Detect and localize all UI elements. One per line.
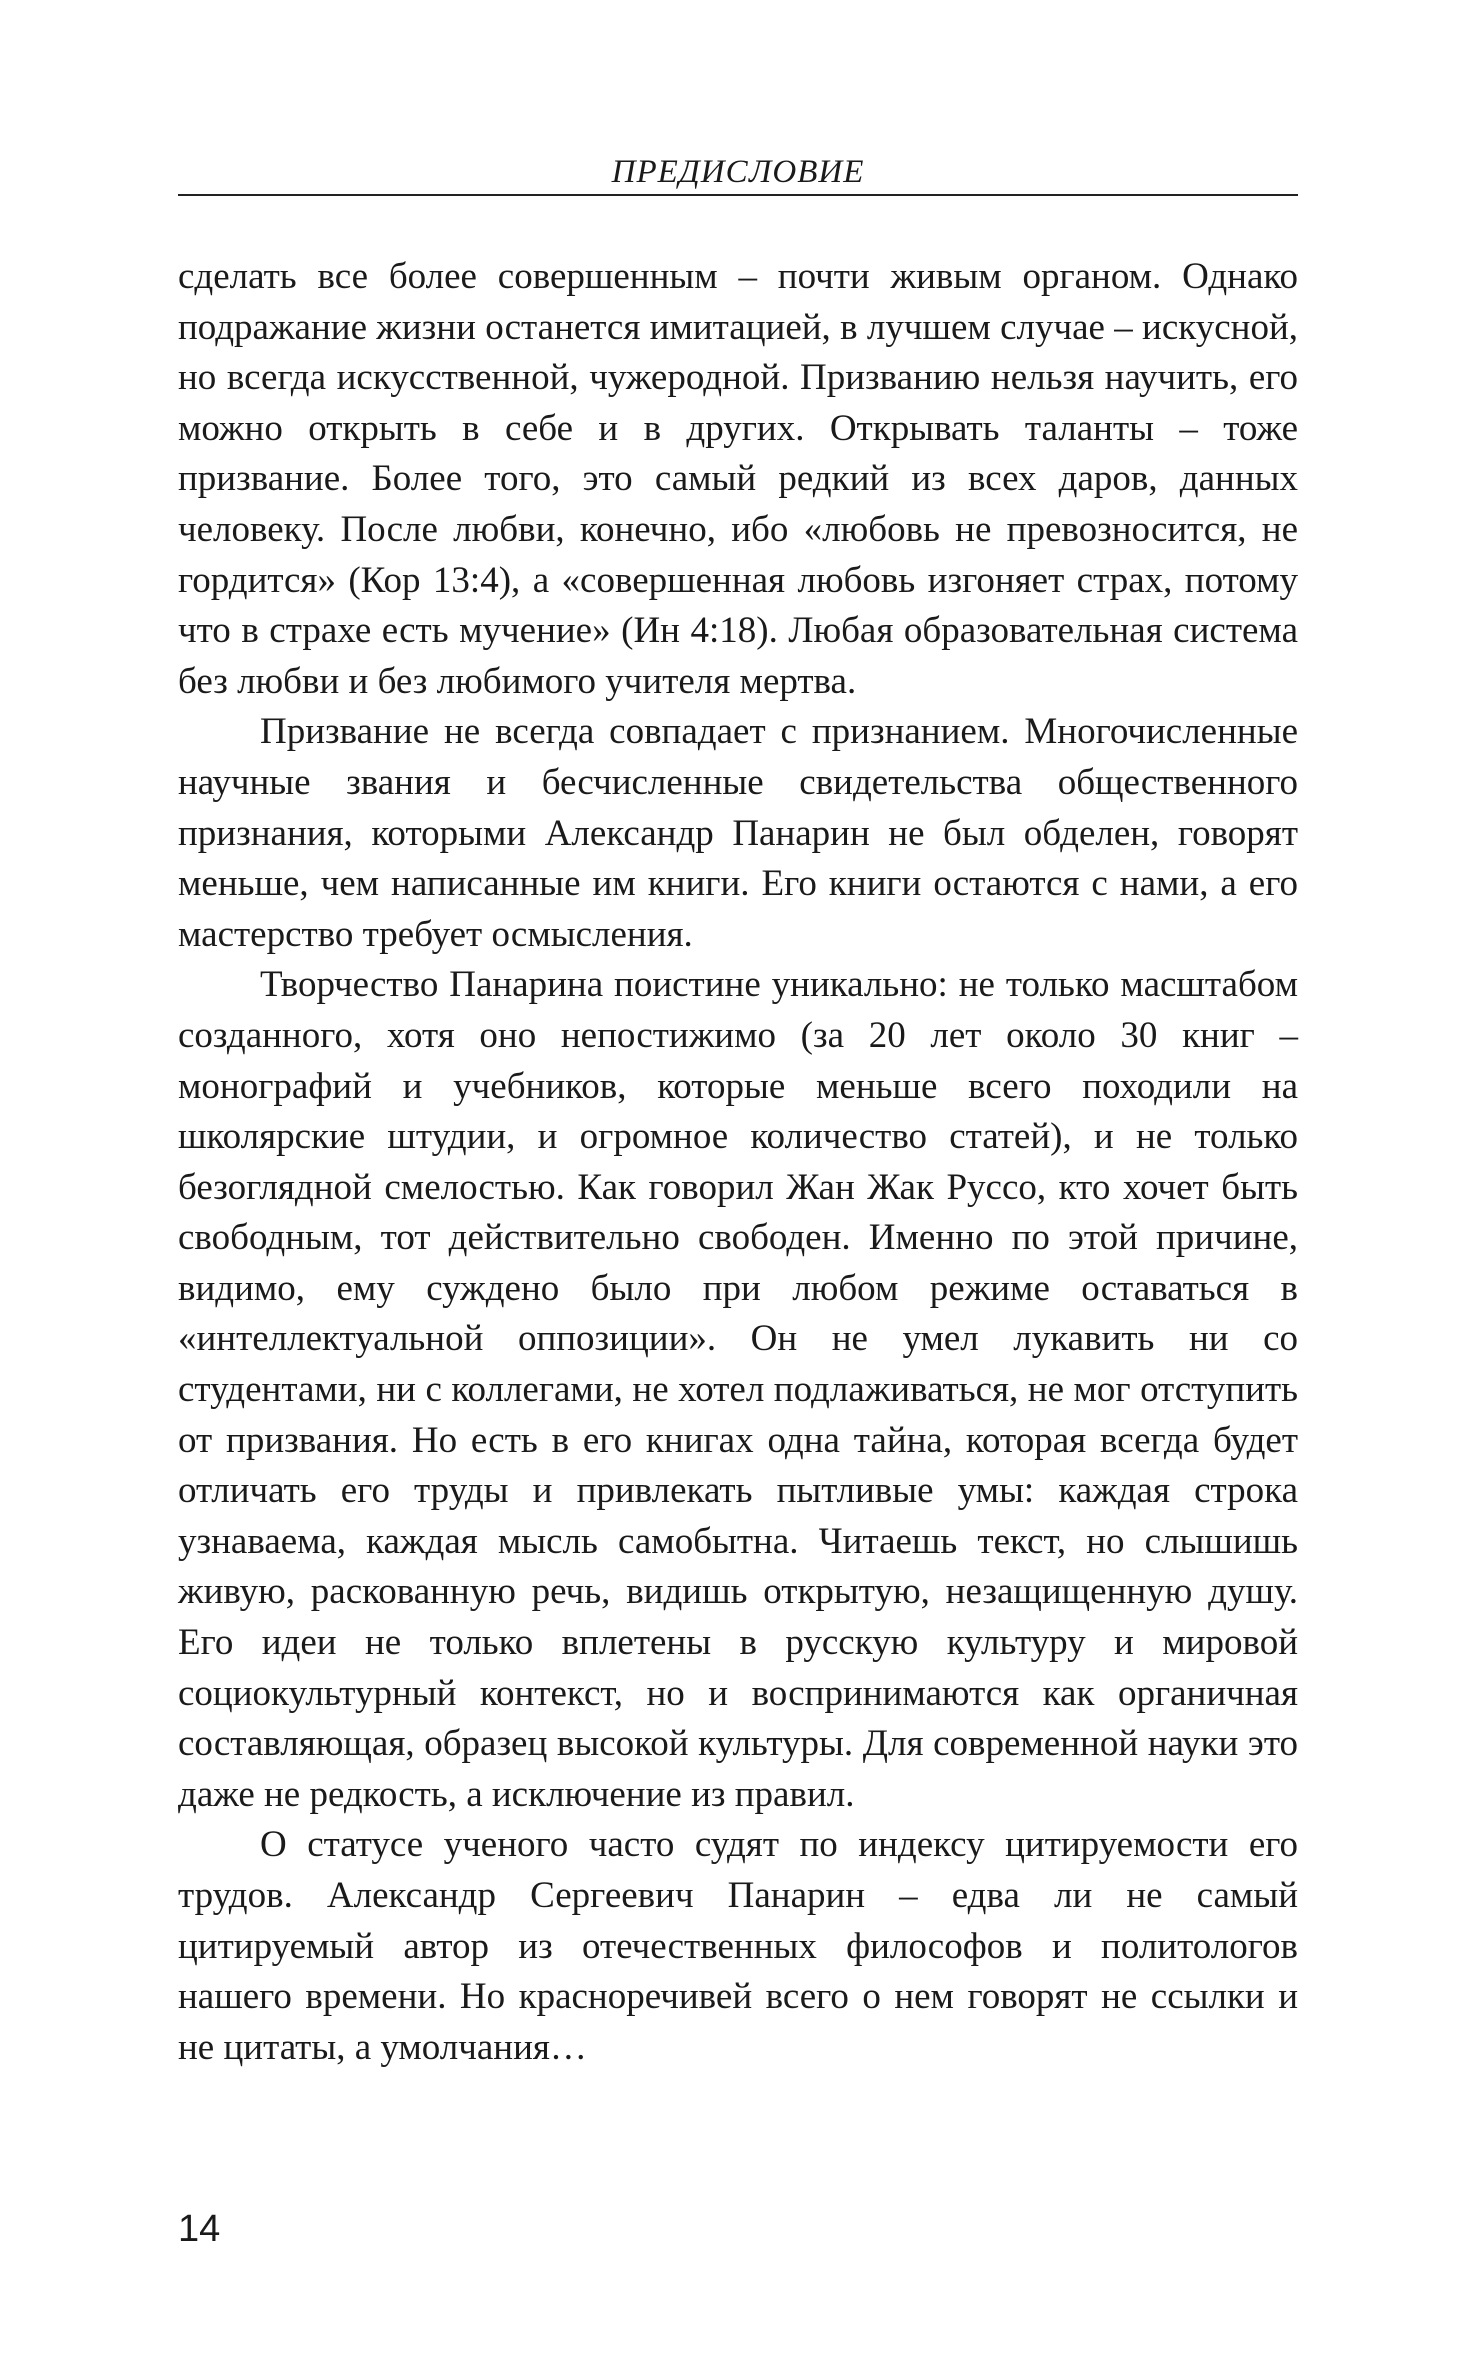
running-head-title: ПРЕДИСЛОВИЕ	[611, 154, 865, 190]
header-rule	[178, 194, 1298, 196]
paragraph-1: сделать все более совершенным – почти живым органом. Однако подражание жизни останется имитацией, в лучшем случае – искусной, но всегда искусственной, чужеродной. Призванию нельзя научить, его можно открыть в себе и в других. Открывать таланты – тоже призвание. Более того, это самый редкий из всех даров, данных человеку. После любви, конечно, ибо «любовь не превозносится, не гордится» (Кор 13:4), а «совершенная любовь изгоняет страх, потому что в страхе есть мучение» (Ин 4:18). Любая образовательная система без любви и без любимого учителя мертва.	[178, 256, 1298, 702]
paragraph-3: Творчество Панарина поистине уникально: не только масштабом созданного, хотя оно непостижимо (за 20 лет около 30 книг – монографий и учебников, которые меньше всего походили на школярские штудии, и огромное количество статей), и не только безоглядной смелостью. Как говорил Жан Жак Руссо, кто хочет быть свободным, тот действительно свободен. Именно по этой причине, видимо, ему суждено было при любом режиме оставаться в «интеллектуальной оппозиции». Он не умел лукавить ни со студентами, ни с коллегами, не хотел подлаживаться, не мог отступить от призвания. Но есть в его книгах одна тайна, которая всегда будет отличать его труды и привлекать пытливые умы: каждая строка узнаваема, каждая мысль самобытна. Читаешь текст, но слышишь живую, раскованную речь, видишь открытую, незащищенную душу. Его идеи не только вплетены в русскую культуру и мировой социокультурный контекст, но и воспринимаются как органичная составляющая, образец высокой культуры. Для современной науки это даже не редкость, а исключение из правил.	[178, 964, 1298, 1815]
paragraph-4: О статусе ученого часто судят по индексу цитируемости его трудов. Александр Сергеевич Панарин – едва ли не самый цитируемый автор из отечественных философов и политологов нашего времени. Но красноречивей всего о нем говорят не ссылки и не цитаты, а умолчания…	[178, 1824, 1298, 2068]
page-body	[178, 252, 1298, 2073]
page-number: 14	[178, 2208, 221, 2250]
paragraph-2: Призвание не всегда совпадает с признанием. Многочисленные научные звания и бесчисленные свидетельства общественного признания, которыми Александр Панарин не был обделен, говорят меньше, чем написанные им книги. Его книги остаются с нами, а его мастерство требует осмысления.	[178, 711, 1298, 955]
